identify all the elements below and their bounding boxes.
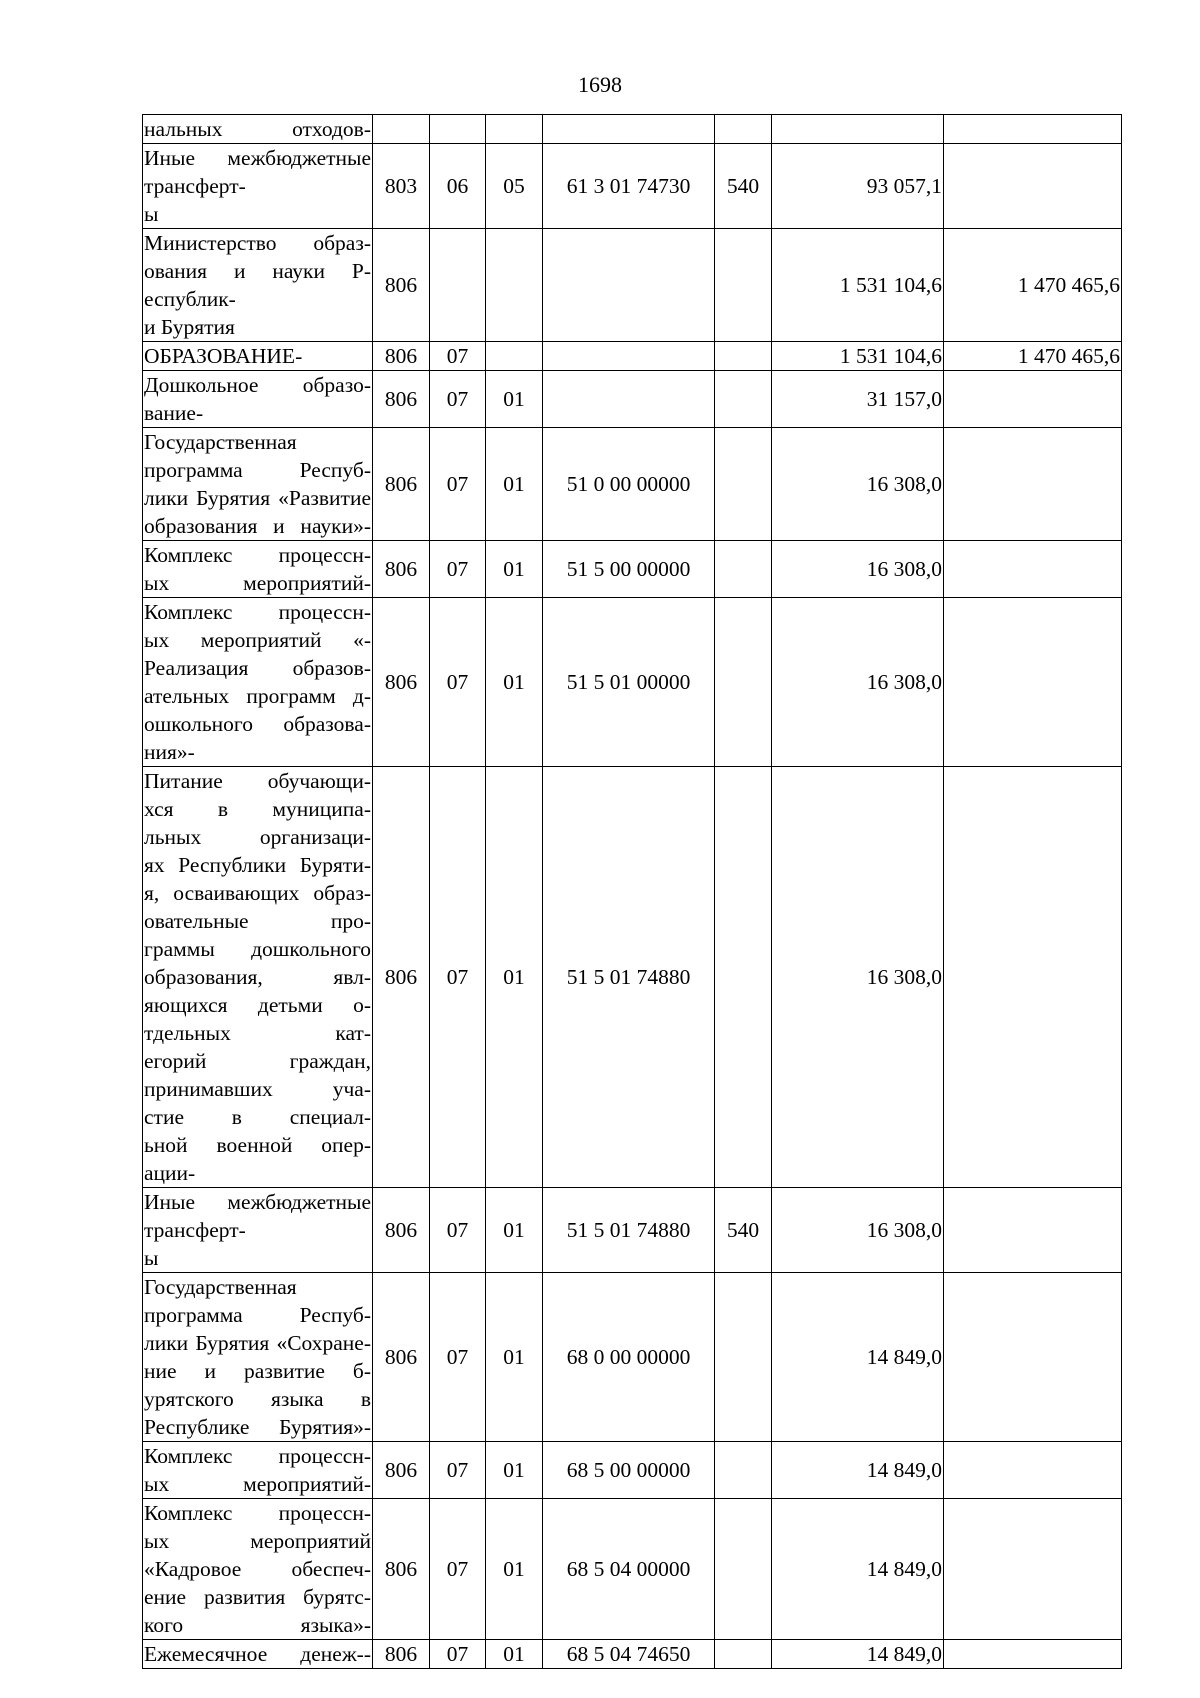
amount-cell: 16 308,0	[772, 541, 944, 598]
ministry-code-cell: 806	[373, 342, 430, 371]
row-description: Государственная программа Респуб- лики Бурятия «Развитие образования и науки»-	[143, 428, 373, 541]
amount-secondary-cell	[944, 144, 1122, 229]
table-row	[143, 1640, 1122, 1669]
section-code-cell: 07	[430, 428, 486, 541]
expense-type-cell	[715, 229, 772, 342]
table-row	[143, 1273, 1122, 1442]
expense-type-cell	[715, 342, 772, 371]
amount-cell: 93 057,1	[772, 144, 944, 229]
amount-cell	[772, 115, 944, 144]
ministry-code-cell: 806	[373, 541, 430, 598]
amount-cell: 1 531 104,6	[772, 229, 944, 342]
amount-cell: 14 849,0	[772, 1640, 944, 1669]
row-description: Ежемесячное денеж--	[143, 1640, 373, 1669]
row-description: Дошкольное образо- вание-	[143, 371, 373, 428]
target-item-cell: 51 5 00 00000	[543, 541, 715, 598]
amount-secondary-cell	[944, 598, 1122, 767]
amount-secondary-cell	[944, 1188, 1122, 1273]
ministry-code-cell: 806	[373, 598, 430, 767]
amount-secondary-cell	[944, 115, 1122, 144]
table-row	[143, 428, 1122, 541]
target-item-cell	[543, 342, 715, 371]
amount-secondary-cell	[944, 767, 1122, 1188]
row-description: Государственная программа Респуб- лики Бурятия «Сохране- ние и развитие б- урятского языка в Республике Бурятия»-	[143, 1273, 373, 1442]
page-number: 1698	[578, 72, 622, 97]
amount-cell: 16 308,0	[772, 767, 944, 1188]
subsection-code-cell	[486, 229, 543, 342]
expense-type-cell	[715, 115, 772, 144]
target-item-cell: 68 5 04 74650	[543, 1640, 715, 1669]
target-item-cell: 51 5 01 74880	[543, 767, 715, 1188]
amount-cell: 14 849,0	[772, 1499, 944, 1640]
amount-cell: 31 157,0	[772, 371, 944, 428]
row-description: Министерство образ- ования и науки Р- еспублик- и Бурятия	[143, 229, 373, 342]
subsection-code-cell: 01	[486, 1640, 543, 1669]
row-description: Комплекс процессн- ых мероприятий «- Реализация образов- ательных программ д- ошкольного образова- ния»-	[143, 598, 373, 767]
row-description: Иные межбюджетные трансферт- ы	[143, 1188, 373, 1273]
target-item-cell: 68 0 00 00000	[543, 1273, 715, 1442]
row-description: Комплекс процессн- ых мероприятий-	[143, 541, 373, 598]
expense-type-cell	[715, 1640, 772, 1669]
amount-cell: 16 308,0	[772, 428, 944, 541]
row-description: Комплекс процессн- ых мероприятий «Кадровое обеспеч- ение развития бурятс- кого языка»-	[143, 1499, 373, 1640]
target-item-cell: 51 5 01 74880	[543, 1188, 715, 1273]
row-description: Иные межбюджетные трансферт- ы	[143, 144, 373, 229]
amount-cell: 14 849,0	[772, 1442, 944, 1499]
section-code-cell: 07	[430, 371, 486, 428]
amount-cell: 14 849,0	[772, 1273, 944, 1442]
amount-secondary-cell	[944, 371, 1122, 428]
section-code-cell: 07	[430, 1273, 486, 1442]
amount-cell: 1 531 104,6	[772, 342, 944, 371]
ministry-code-cell: 806	[373, 1442, 430, 1499]
row-description: ОБРАЗОВАНИЕ-	[143, 342, 373, 371]
subsection-code-cell: 01	[486, 598, 543, 767]
subsection-code-cell: 01	[486, 1499, 543, 1640]
section-code-cell: 06	[430, 144, 486, 229]
amount-secondary-cell	[944, 1273, 1122, 1442]
amount-cell: 16 308,0	[772, 1188, 944, 1273]
section-code-cell: 07	[430, 598, 486, 767]
ministry-code-cell: 806	[373, 1273, 430, 1442]
target-item-cell	[543, 229, 715, 342]
row-description: нальных отходов-	[143, 115, 373, 144]
subsection-code-cell: 01	[486, 428, 543, 541]
table-row	[143, 767, 1122, 1188]
target-item-cell: 51 0 00 00000	[543, 428, 715, 541]
expense-type-cell	[715, 1273, 772, 1442]
target-item-cell: 68 5 04 00000	[543, 1499, 715, 1640]
section-code-cell	[430, 115, 486, 144]
target-item-cell	[543, 115, 715, 144]
expense-type-cell	[715, 598, 772, 767]
ministry-code-cell: 806	[373, 371, 430, 428]
amount-secondary-cell: 1 470 465,6	[944, 342, 1122, 371]
table-row	[143, 229, 1122, 342]
amount-cell: 16 308,0	[772, 598, 944, 767]
subsection-code-cell: 01	[486, 541, 543, 598]
table-row	[143, 371, 1122, 428]
table-row	[143, 1442, 1122, 1499]
section-code-cell: 07	[430, 1640, 486, 1669]
table-row	[143, 144, 1122, 229]
table-row	[143, 541, 1122, 598]
ministry-code-cell	[373, 115, 430, 144]
ministry-code-cell: 806	[373, 767, 430, 1188]
table-row	[143, 1499, 1122, 1640]
subsection-code-cell	[486, 115, 543, 144]
amount-secondary-cell	[944, 541, 1122, 598]
ministry-code-cell: 806	[373, 1188, 430, 1273]
expense-type-cell	[715, 371, 772, 428]
expense-type-cell	[715, 428, 772, 541]
section-code-cell: 07	[430, 342, 486, 371]
section-code-cell: 07	[430, 767, 486, 1188]
expense-type-cell	[715, 767, 772, 1188]
expense-type-cell	[715, 541, 772, 598]
target-item-cell	[543, 371, 715, 428]
expense-type-cell: 540	[715, 1188, 772, 1273]
target-item-cell: 51 5 01 00000	[543, 598, 715, 767]
subsection-code-cell: 01	[486, 767, 543, 1188]
row-description: Питание обучающи- хся в муниципа- льных организаци- ях Республики Буряти- я, осваивающих образ- овательные про- граммы дошкольного образования, явл- яющихся детьми о- тдельных кат- егорий граждан, принимавших уча- стие в специал- ьной военной опер- ации-	[143, 767, 373, 1188]
table-row	[143, 1188, 1122, 1273]
section-code-cell: 07	[430, 1188, 486, 1273]
ministry-code-cell: 806	[373, 1499, 430, 1640]
ministry-code-cell: 806	[373, 1640, 430, 1669]
section-code-cell: 07	[430, 541, 486, 598]
ministry-code-cell: 803	[373, 144, 430, 229]
section-code-cell: 07	[430, 1499, 486, 1640]
subsection-code-cell: 01	[486, 371, 543, 428]
row-description: Комплекс процессн- ых мероприятий-	[143, 1442, 373, 1499]
amount-secondary-cell	[944, 1640, 1122, 1669]
section-code-cell: 07	[430, 1442, 486, 1499]
subsection-code-cell: 01	[486, 1442, 543, 1499]
subsection-code-cell	[486, 342, 543, 371]
ministry-code-cell: 806	[373, 428, 430, 541]
table-row	[143, 598, 1122, 767]
budget-table	[142, 114, 1122, 1669]
amount-secondary-cell: 1 470 465,6	[944, 229, 1122, 342]
table-row	[143, 115, 1122, 144]
table-body	[143, 115, 1122, 1669]
section-code-cell	[430, 229, 486, 342]
target-item-cell: 61 3 01 74730	[543, 144, 715, 229]
expense-type-cell	[715, 1442, 772, 1499]
amount-secondary-cell	[944, 1442, 1122, 1499]
target-item-cell: 68 5 00 00000	[543, 1442, 715, 1499]
expense-type-cell	[715, 1499, 772, 1640]
amount-secondary-cell	[944, 1499, 1122, 1640]
expense-type-cell: 540	[715, 144, 772, 229]
ministry-code-cell: 806	[373, 229, 430, 342]
table-row	[143, 342, 1122, 371]
subsection-code-cell: 01	[486, 1273, 543, 1442]
subsection-code-cell: 05	[486, 144, 543, 229]
amount-secondary-cell	[944, 428, 1122, 541]
subsection-code-cell: 01	[486, 1188, 543, 1273]
